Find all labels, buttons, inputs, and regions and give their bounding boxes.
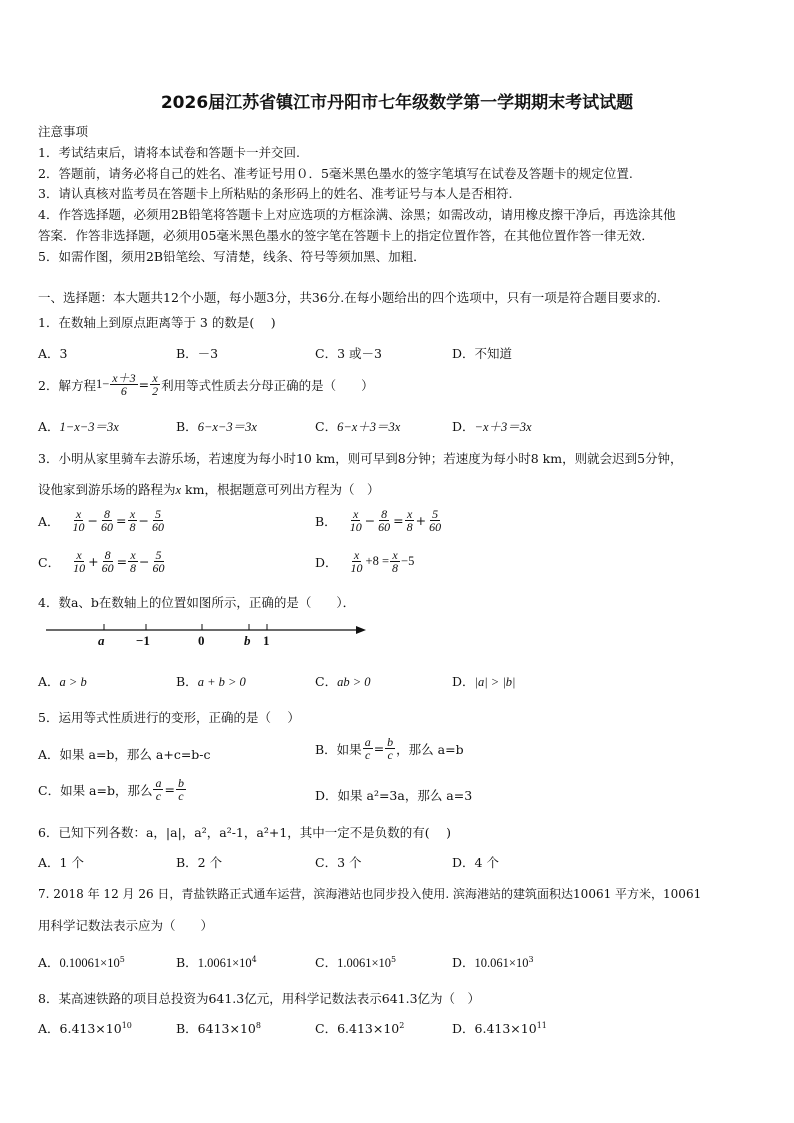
question-stem: 6．已知下列各数：a，|a|，a²，a²-1，a²+1，其中一定不是负数的有( ) <box>38 825 452 840</box>
exponent: 4 <box>251 954 257 964</box>
operator: + <box>415 513 427 528</box>
denominator: 2 <box>152 384 159 398</box>
option-c <box>315 1019 404 1037</box>
option-text: B．如果 <box>315 741 362 757</box>
notice-item: 3．请认真核对监考员在答题卡上所粘贴的条形码上的姓名、准考证号与本人是否相符. <box>38 186 513 201</box>
fraction <box>376 508 392 533</box>
denominator: 10 <box>72 520 85 534</box>
option-b: B．－3 <box>176 346 219 361</box>
numerator: x <box>75 507 82 521</box>
numerator: x <box>152 371 158 385</box>
fraction <box>128 549 138 574</box>
numerator: x <box>406 507 413 521</box>
question-stem: 5．运用等式性质进行的变形，正确的是（ ） <box>38 710 300 725</box>
label-zero: 0 <box>198 633 205 648</box>
option-d <box>452 1019 547 1037</box>
numerator: a <box>364 735 371 749</box>
option-text: 1−x−3＝3x <box>59 420 119 434</box>
option-b <box>176 1019 261 1037</box>
option-text: 6−x＋3＝3x <box>337 420 401 434</box>
option-text: 1.0061×10 <box>197 956 252 970</box>
option-text: ab > 0 <box>337 675 371 689</box>
section-heading: 一、选择题：本大题共12个小题，每小题3分，共36分.在每小题给出的四个选项中，只有一项是符合题目要求的. <box>38 290 661 305</box>
option-letter: D． <box>452 955 475 970</box>
numerator: x <box>353 548 360 562</box>
exponent: 2 <box>399 1020 405 1030</box>
math-term: x <box>175 483 182 497</box>
option-text: |a| > |b| <box>474 675 516 689</box>
option-text: −x＋3＝3x <box>474 420 532 434</box>
numerator: 8 <box>381 507 388 521</box>
math-term: 1− <box>95 377 110 391</box>
notice-item: 答案．作答非选择题，必须用05毫米黑色墨水的签字笔在答题卡上的指定位置作答，在其他位置作答一律无效． <box>38 228 654 243</box>
question-stem: 4．数a、b在数轴上的位置如图所示，正确的是（ ）． <box>38 595 356 610</box>
option-b <box>315 508 444 533</box>
fraction <box>176 777 186 802</box>
option-letter: D． <box>315 554 338 570</box>
option-letter: A． <box>38 674 60 689</box>
option-c <box>315 672 371 690</box>
denominator: 8 <box>406 520 413 534</box>
denominator: 60 <box>151 520 164 534</box>
page-title: 2026届江苏省镇江市丹阳市七年级数学第一学期期末考试试题 <box>160 93 634 113</box>
fraction <box>363 736 373 761</box>
question-stem: 7. 2018 年 12 月 26 日，青盐铁路正式通车运营，滨海港站也同步投入使用. 滨海港站的建筑面积达10061 平方米，10061 <box>38 887 702 901</box>
numerator: 5 <box>154 507 161 521</box>
question-stem: 1．在数轴上到原点距离等于 3 的数是( ) <box>38 315 276 330</box>
fraction <box>110 372 137 397</box>
numerator: a <box>155 776 162 790</box>
option-a: A．如果 a=b，那么 a+c=b-c <box>38 747 211 762</box>
option-letter: C． <box>315 674 338 689</box>
arrow-head <box>356 626 366 634</box>
label-a: a <box>98 633 105 648</box>
fraction <box>150 372 160 397</box>
option-letter: C． <box>38 554 61 570</box>
option-a: A．1 个 <box>38 855 84 870</box>
numerator: x <box>129 507 136 521</box>
option-b: B．2 个 <box>176 855 223 870</box>
option-text: a > b <box>59 675 87 689</box>
option-letter: B． <box>315 513 337 529</box>
notice-item: 4．作答选择题，必须用2B铅笔将答题卡上对应选项的方框涂满、涂黑；如需改动，请用橡皮擦干净后，再选涂其他 <box>38 207 676 222</box>
numerator: x <box>392 548 398 562</box>
option-text: 6−x−3＝3x <box>197 420 257 434</box>
option-letter: C． <box>315 419 338 434</box>
denominator: 8 <box>392 561 399 575</box>
fraction <box>390 549 400 574</box>
numerator: x <box>76 548 82 562</box>
option-letter: A． <box>38 955 60 970</box>
option-b <box>176 417 257 435</box>
option-b <box>315 736 464 761</box>
fraction <box>151 549 167 574</box>
denominator: 8 <box>130 561 137 575</box>
exponent: 3 <box>528 954 534 964</box>
option-d <box>452 672 515 690</box>
question-stem: 8．某高速铁路的项目总投资为641.3亿元，用科学记数法表示641.3亿为（ ） <box>38 991 481 1006</box>
denominator: 60 <box>101 561 114 575</box>
denominator: 10 <box>349 520 362 534</box>
fraction <box>150 508 166 533</box>
option-c <box>315 953 396 971</box>
option-text: 0.10061×10 <box>59 956 120 970</box>
option-c: C．3 或－3 <box>315 346 382 361</box>
numerator: x <box>353 507 359 521</box>
option-letter: B． <box>176 955 198 970</box>
math-term: −5 <box>401 554 415 568</box>
option-text: a + b > 0 <box>197 675 246 689</box>
operator: + <box>88 554 99 569</box>
option-a <box>38 508 167 533</box>
numerator: 8 <box>104 548 111 562</box>
number-line-diagram <box>40 618 380 658</box>
fraction <box>71 549 87 574</box>
numerator: x <box>130 548 136 562</box>
option-c <box>38 549 168 574</box>
notice-item: 2．答题前，请务必将自己的姓名、准考证号用０．5毫米黑色墨水的签字笔填写在试卷及答题卡的规定位置. <box>38 166 633 181</box>
fraction <box>153 777 163 802</box>
option-b <box>176 672 246 690</box>
denominator: c <box>178 789 184 803</box>
operator: − <box>87 513 99 528</box>
denominator: 10 <box>350 561 363 575</box>
exponent: 11 <box>536 1020 547 1030</box>
option-a: A．3 <box>38 346 68 361</box>
numerator: 5 <box>432 507 439 521</box>
option-text: C．如果 a=b，那么 <box>38 782 153 798</box>
stem-text: 2．解方程 <box>38 377 96 393</box>
fraction <box>99 508 115 533</box>
question-stem-line2: 用科学记数法表示应为（ ） <box>38 918 214 933</box>
fraction <box>427 508 443 533</box>
option-text: ，那么 a=b <box>396 741 464 757</box>
operator: − <box>138 513 149 528</box>
fraction <box>100 549 116 574</box>
denominator: 8 <box>129 520 136 534</box>
option-text: A．6.413×10 <box>38 1021 122 1036</box>
denominator: 60 <box>152 561 165 575</box>
option-b <box>176 953 257 971</box>
label-b: b <box>244 633 251 648</box>
option-text: 1.0061×10 <box>337 956 392 970</box>
option-letter: C． <box>315 955 338 970</box>
label-minus-one: −1 <box>136 633 150 648</box>
denominator: 60 <box>429 520 442 534</box>
fraction <box>128 508 138 533</box>
denominator: 60 <box>101 520 114 534</box>
option-d: D．4 个 <box>452 855 499 870</box>
exponent: 5 <box>391 954 397 964</box>
option-d <box>452 953 534 971</box>
fraction <box>385 736 395 761</box>
question-stem <box>38 372 374 397</box>
notice-item: 1．考试结束后，请将本试卷和答题卡一并交回. <box>38 145 300 160</box>
equals-sign: = <box>164 782 175 797</box>
operator: = <box>116 513 127 528</box>
option-d: D．如果 a²=3a，那么 a=3 <box>315 788 473 803</box>
option-text: 10.061×10 <box>474 956 529 970</box>
denominator: c <box>387 748 393 762</box>
operator: = <box>116 554 128 569</box>
equals-sign: = <box>373 741 385 756</box>
operator: +8 = <box>365 554 390 568</box>
option-d <box>315 549 414 574</box>
option-letter: D． <box>452 419 475 434</box>
option-letter: A． <box>38 513 60 529</box>
option-text: D．6.413×10 <box>452 1021 537 1036</box>
fraction <box>348 508 364 533</box>
numerator: 5 <box>155 548 162 562</box>
numerator: b <box>177 776 184 790</box>
operator: − <box>364 513 376 528</box>
question-stem-line2 <box>38 480 379 498</box>
fraction <box>405 508 415 533</box>
denominator: c <box>365 748 371 762</box>
operator: − <box>139 554 150 569</box>
stem-text: 设他家到游乐场的路程为 <box>38 482 176 497</box>
denominator: 60 <box>378 520 391 534</box>
option-letter: B． <box>176 419 198 434</box>
option-a <box>38 672 87 690</box>
notice-heading: 注意事项 <box>38 124 89 139</box>
stem-text: 利用等式性质去分母正确的是（ ） <box>161 377 374 393</box>
option-letter: B． <box>176 674 198 689</box>
numerator: x＋3 <box>112 371 136 385</box>
numerator: 8 <box>104 507 111 521</box>
numerator: b <box>387 735 394 749</box>
label-one: 1 <box>263 633 270 648</box>
option-a <box>38 417 119 435</box>
option-c: C．3 个 <box>315 855 362 870</box>
exponent: 8 <box>255 1020 261 1030</box>
option-c <box>38 777 187 802</box>
option-a <box>38 1019 132 1037</box>
option-d <box>452 417 532 435</box>
option-d: D．不知道 <box>452 346 513 361</box>
denominator: 6 <box>120 384 127 398</box>
exponent: 10 <box>121 1020 132 1030</box>
option-c <box>315 417 400 435</box>
option-letter: A． <box>38 419 60 434</box>
question-stem: 3．小明从家里骑车去游乐场，若速度为每小时10 km，则可早到8分钟；若速度为每小时8 km，则就会迟到5分钟， <box>38 451 683 466</box>
equals-sign: = <box>138 377 150 392</box>
option-text: B．6413×10 <box>176 1021 256 1036</box>
option-text: C．6.413×10 <box>315 1021 400 1036</box>
fraction <box>349 549 365 574</box>
denominator: c <box>155 789 162 803</box>
denominator: 10 <box>73 561 86 575</box>
notice-item: 5．如需作图，须用2B铅笔绘、写清楚，线条、符号等须加黑、加粗． <box>38 249 426 264</box>
exponent: 5 <box>119 954 125 964</box>
option-letter: D． <box>452 674 475 689</box>
operator: = <box>393 513 404 528</box>
option-a <box>38 953 125 971</box>
fraction <box>71 508 87 533</box>
stem-text: km，根据题意可列出方程为（ ） <box>181 482 380 497</box>
